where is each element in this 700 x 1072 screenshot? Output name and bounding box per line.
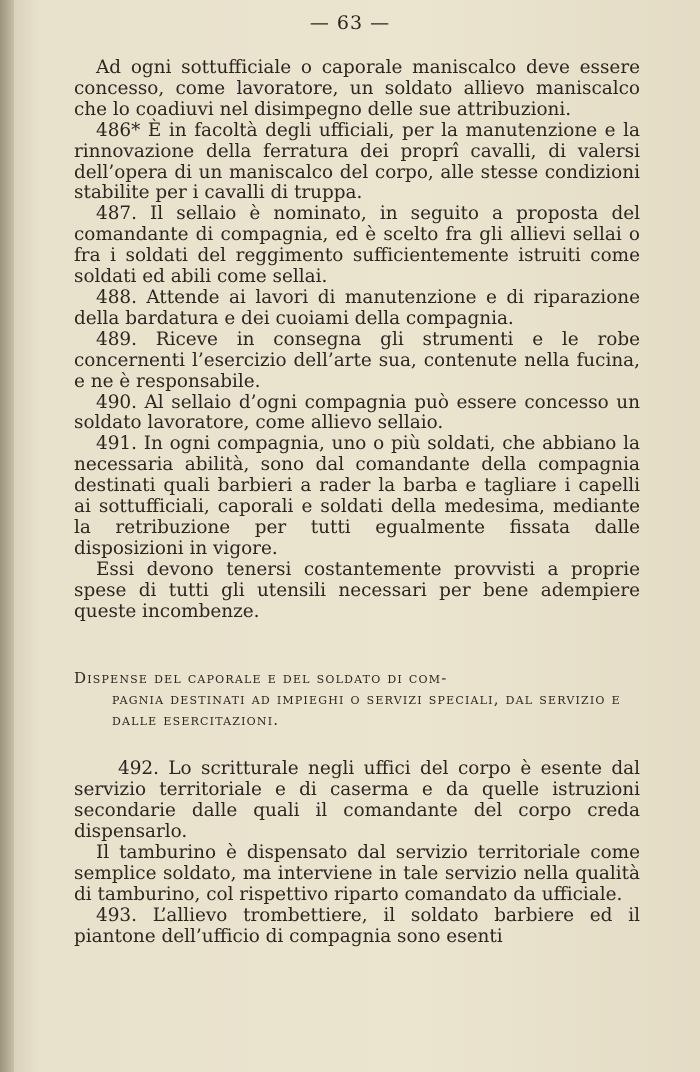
- paragraph-486: 486* È in facoltà degli ufficiali, per la manutenzione e la rinnovazione della ferratura dei proprî cavalli, di valersi dell’opera di un maniscalco del corpo, alle stesse condizioni stabilite per i cavalli di truppa.: [74, 119, 640, 204]
- paragraph-493: 493. L’allievo trombettiere, il soldato barbiere ed il piantone dell’ufficio di compagnia sono esenti: [74, 904, 640, 947]
- paragraph-487: 487. Il sellaio è nominato, in seguito a proposta del comandante di compagnia, ed è scelto fra gli allievi sellai o fra i soldati del reggimento sufficientemente istruiti come soldati ed abili come sellai.: [74, 203, 640, 288]
- page-number: — 63 —: [309, 12, 391, 34]
- paragraph-maniscalco-allievo: Ad ogni sottufficiale o caporale maniscalco deve essere concesso, come lavoratore, un soldato allievo maniscalco che lo coadiuvi nel disimpegno delle sue attribuzioni.: [74, 57, 640, 120]
- paragraph-tamburino: Il tamburino è dispensato dal servizio territoriale come semplice soldato, ma interviene in tale servizio nella qualità di tamburino, col rispettivo riparto comandato da ufficiale.: [74, 842, 640, 905]
- paragraph-491-continued: Essi devono tenersi costantemente provvisti a proprie spese di tutti gli utensili necessari per bene adempiere queste incombenze.: [74, 558, 640, 622]
- page-body: [74, 58, 640, 948]
- paragraph-490: 490. Al sellaio d’ogni compagnia può essere concesso un soldato lavoratore, come allievo sellaio.: [74, 391, 640, 434]
- paragraph-491: 491. In ogni compagnia, uno o più soldati, che abbiano la necessaria abilità, sono dal comandante della compagnia destinati quali barbieri a rader la barba e tagliare i capelli ai sottufficiali, caporali e soldati della medesima, mediante la retribuzione per tutti egualmente fissata dalle disposizioni in vigore.: [74, 433, 640, 559]
- section-heading-continuation: pagnia destinati ad impieghi o servizi speciali, dal servizio e dalle esercitazioni.: [112, 690, 621, 730]
- paragraph-488: 488. Attende ai lavori di manutenzione e di riparazione della bardatura e dei cuoiami della compagnia.: [74, 286, 640, 329]
- section-heading: [74, 668, 640, 731]
- paragraph-489: 489. Riceve in consegna gli strumenti e le robe concernenti l’esercizio dell’arte sua, contenute nella fucina, e ne è responsabile.: [74, 328, 640, 392]
- book-spine: [0, 0, 14, 1072]
- paragraph-492: 492. Lo scritturale negli uffici del corpo è esente dal servizio territoriale e di caserma e da quelle istruzioni secondarie dalle quali il comandante del corpo creda dispensarlo.: [74, 758, 640, 843]
- section-heading-line1: Dispense del caporale e del soldato di com-: [74, 669, 448, 688]
